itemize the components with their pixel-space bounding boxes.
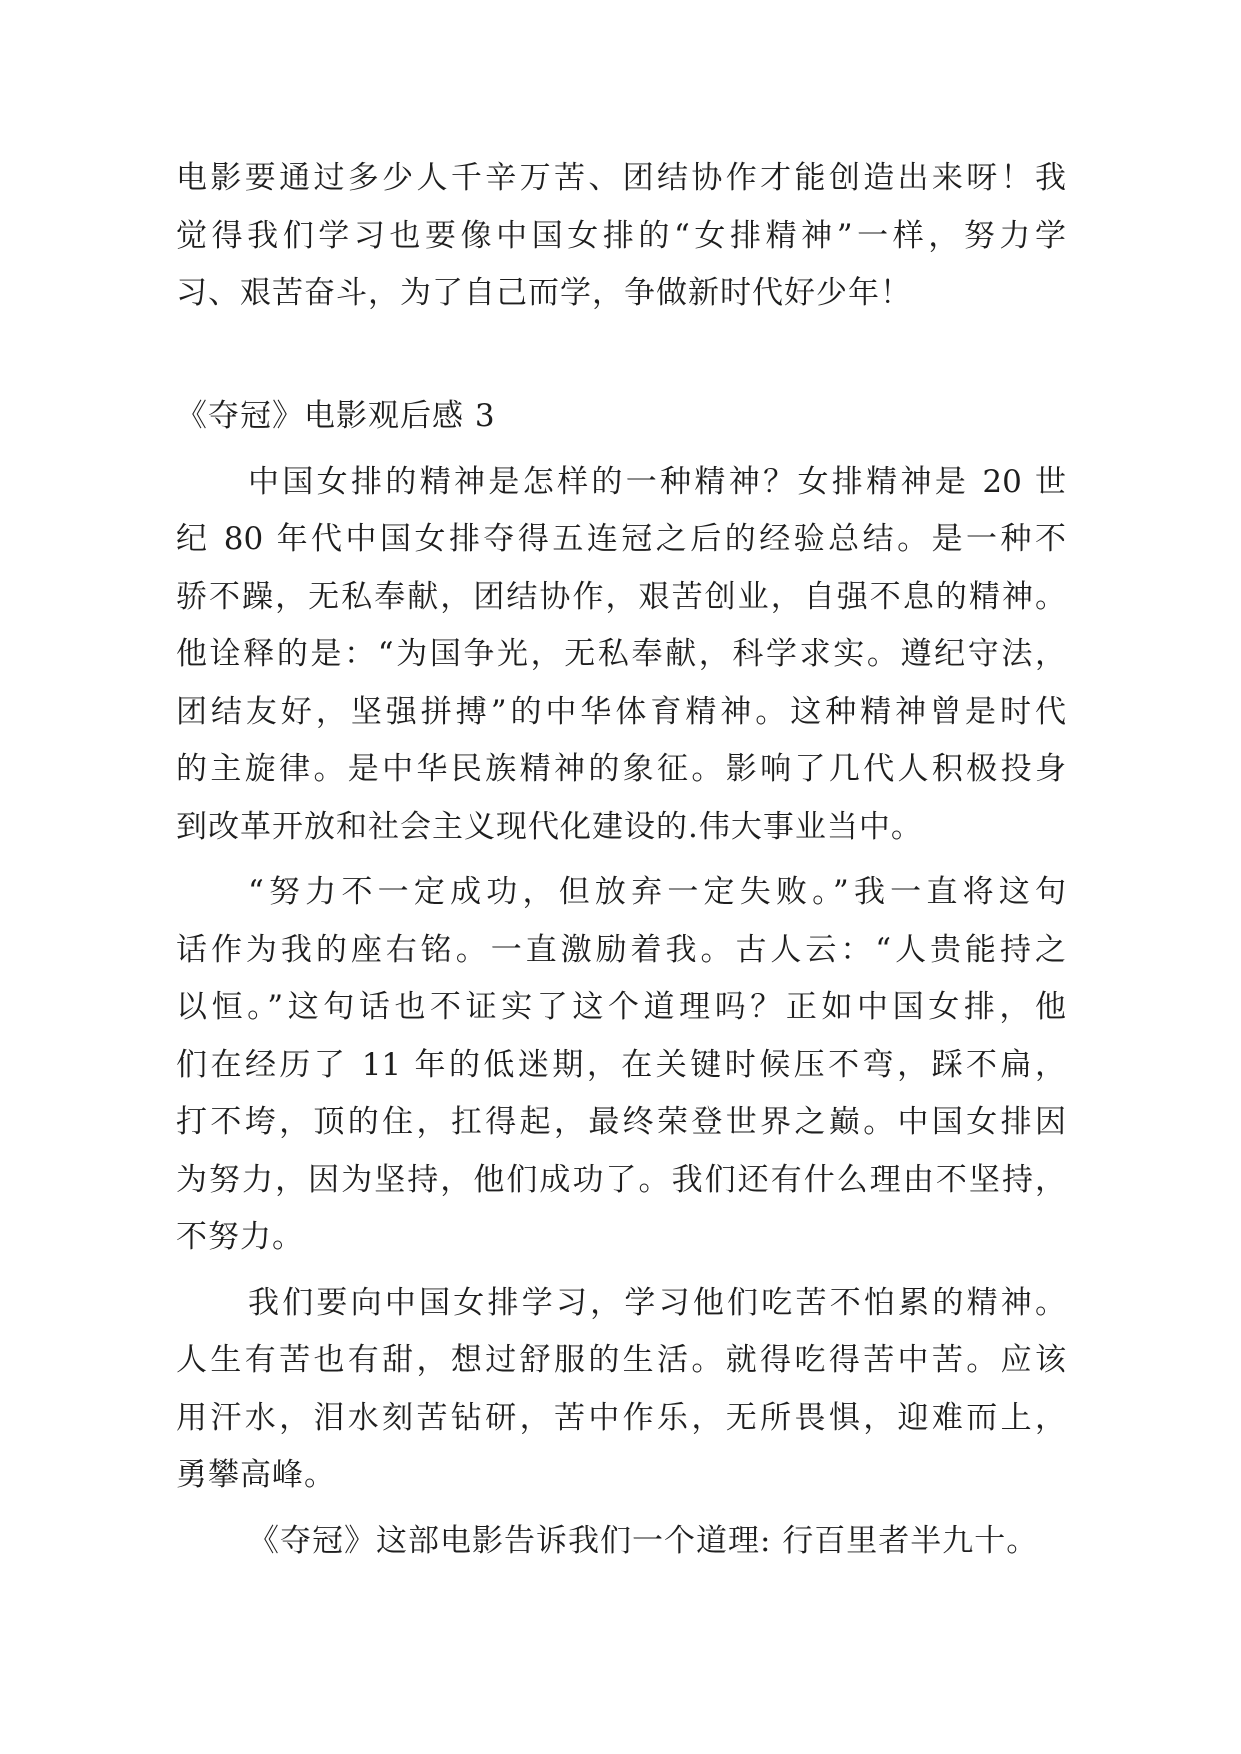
paragraph-line: 人生有苦也有甜，想过舒服的生活。就得吃得苦中苦。应该 [176, 1342, 1066, 1378]
paragraph-line: 的主旋律。是中华民族精神的象征。影响了几代人积极投身 [176, 751, 1066, 787]
paragraph-line: 团结友好，坚强拼搏”的中华体育精神。这种精神曾是时代 [176, 693, 1066, 730]
paragraph-line: 觉得我们学习也要像中国女排的“女排精神”一样，努力学 [176, 217, 1066, 254]
blank-line [176, 323, 1066, 381]
paragraph-line: 电影要通过多少人千辛万苦、团结协作才能创造出来呀！我 [176, 160, 1066, 196]
paragraph-line: 中国女排的精神是怎样的一种精神？女排精神是 20 世 [248, 463, 1066, 500]
paragraph-line: “努力不一定成功，但放弃一定失败。”我一直将这句 [248, 874, 1066, 910]
paragraph-line: 我们要向中国女排学习，学习他们吃苦不怕累的精神。 [248, 1284, 1066, 1321]
section-heading: 《夺冠》电影观后感 3 [176, 398, 496, 434]
paragraph-line: 骄不躁，无私奉献，团结协作，艰苦创业，自强不息的精神。 [176, 578, 1066, 615]
paragraph-line: 纪 80 年代中国女排夺得五连冠之后的经验总结。是一种不 [176, 521, 1066, 557]
paragraph-line: 话作为我的座右铭。一直激励着我。古人云：“人贵能持之 [176, 931, 1066, 968]
paragraph-line: 们在经历了 11 年的低迷期，在关键时候压不弯，踩不扁， [176, 1046, 1066, 1083]
paragraph-line: 打不垮，顶的住，扛得起，最终荣登世界之巅。中国女排因 [176, 1104, 1066, 1140]
paragraph-line: 到改革开放和社会主义现代化建设的.伟大事业当中。 [176, 808, 923, 845]
paragraph-line: 《夺冠》这部电影告诉我们一个道理: 行百里者半九十。 [248, 1522, 1039, 1559]
paragraph-line: 用汗水，泪水刻苦钻研，苦中作乐，无所畏惧，迎难而上， [176, 1399, 1066, 1436]
paragraph-line: 为努力，因为坚持，他们成功了。我们还有什么理由不坚持， [176, 1161, 1066, 1198]
paragraph-line: 他诠释的是：“为国争光，无私奉献，科学求实。遵纪守法， [176, 636, 1066, 672]
paragraph-line: 勇攀高峰。 [176, 1457, 336, 1493]
essay-body [176, 150, 1066, 1570]
paragraph-line: 不努力。 [176, 1219, 304, 1255]
paragraph-line: 习、艰苦奋斗，为了自己而学，争做新时代好少年！ [176, 275, 912, 311]
paragraph-line: 以恒。”这句话也不证实了这个道理吗？正如中国女排，他 [176, 989, 1066, 1025]
